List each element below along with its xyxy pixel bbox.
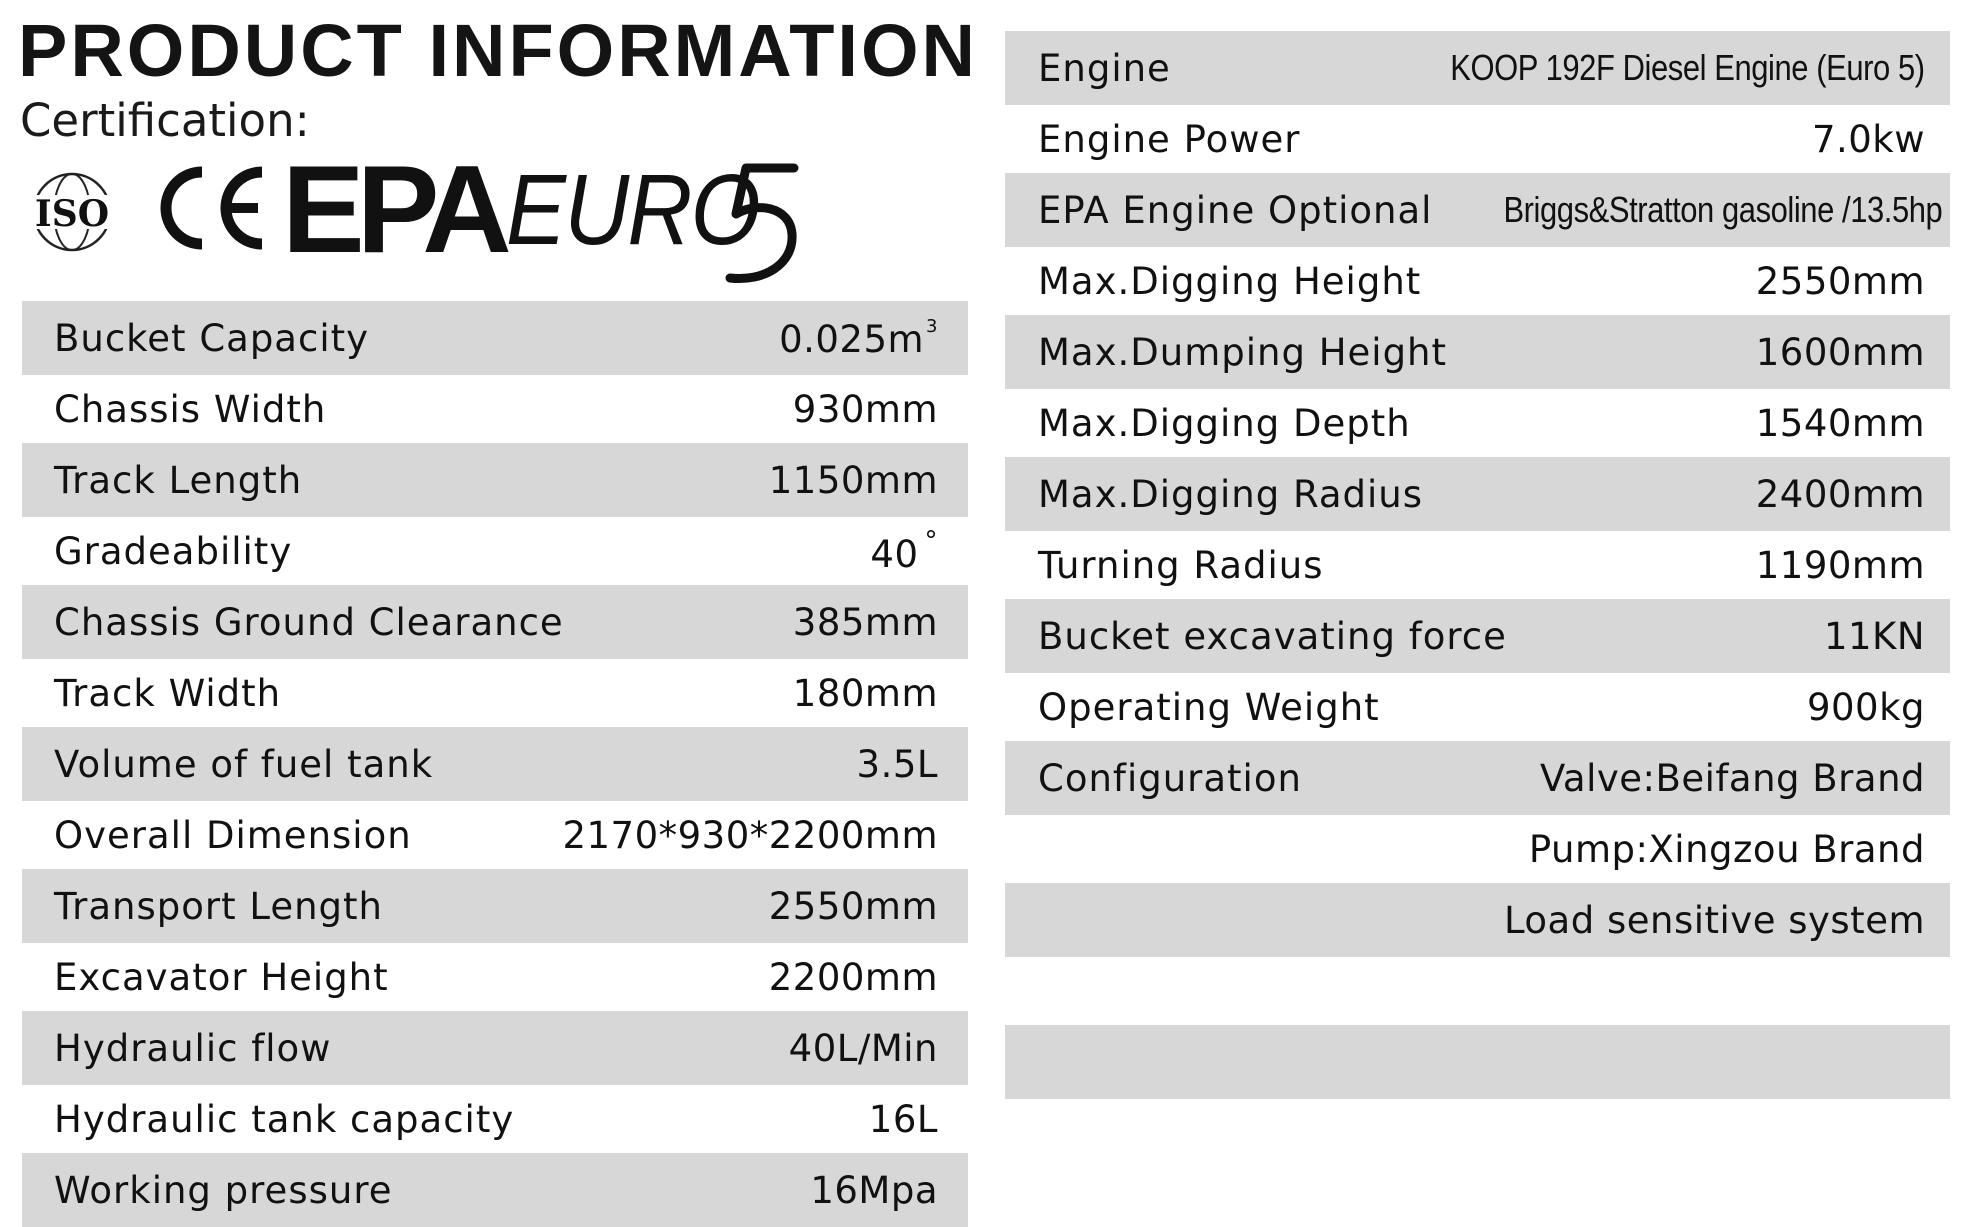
spec-value (870, 526, 938, 576)
left-spec-table (22, 301, 968, 1227)
spec-label: Operating Weight (1038, 685, 1380, 729)
spec-row (1005, 1025, 1950, 1099)
spec-label: Working pressure (54, 1168, 393, 1212)
spec-label: Gradeability (54, 529, 293, 573)
spec-row (1005, 815, 1950, 883)
spec-label: Engine Power (1038, 117, 1301, 161)
spec-row (22, 517, 968, 585)
spec-value: Briggs&Stratton gasoline /13.5hp (1503, 189, 1943, 230)
spec-value: 2200mm (768, 955, 938, 999)
spec-row (1005, 457, 1950, 531)
spec-value: 930mm (792, 387, 938, 431)
spec-value: Valve:Beifang Brand (1539, 756, 1925, 800)
spec-value: 180mm (792, 671, 938, 715)
spec-row (22, 869, 968, 943)
spec-label: Track Width (54, 671, 282, 715)
euro-logo-text: EURO (506, 154, 759, 266)
spec-value: 2400mm (1755, 472, 1925, 516)
spec-row (1005, 883, 1950, 957)
spec-value: 1540mm (1755, 401, 1925, 445)
iso-logo (20, 170, 124, 254)
spec-label: Hydraulic tank capacity (54, 1097, 515, 1141)
spec-value: 11KN (1823, 614, 1925, 658)
spec-value (779, 316, 938, 361)
spec-label: Volume of fuel tank (54, 742, 434, 786)
spec-row (1005, 173, 1950, 247)
euro5-number-logo (712, 162, 804, 286)
spec-label: EPA Engine Optional (1038, 188, 1433, 232)
spec-row (22, 1085, 968, 1153)
spec-row (1005, 741, 1950, 815)
spec-value-suffix: ° (924, 526, 938, 556)
spec-row (1005, 599, 1950, 673)
spec-row (22, 301, 968, 375)
spec-row (22, 801, 968, 869)
spec-value: 385mm (792, 600, 938, 644)
spec-value: 2550mm (768, 884, 938, 928)
spec-label: Max.Dumping Height (1038, 330, 1448, 374)
spec-value-main: 40 (870, 533, 919, 576)
spec-value: 2550mm (1755, 259, 1925, 303)
spec-row (22, 659, 968, 727)
spec-row (1005, 531, 1950, 599)
spec-row (1005, 315, 1950, 389)
right-spec-table (1005, 31, 1950, 1099)
spec-label: Chassis Width (54, 387, 327, 431)
spec-row (22, 943, 968, 1011)
spec-label: Max.Digging Height (1038, 259, 1422, 303)
spec-row (1005, 105, 1950, 173)
spec-label: Bucket excavating force (1038, 614, 1507, 658)
spec-value: 3.5L (856, 742, 938, 786)
spec-label: Chassis Ground Clearance (54, 600, 564, 644)
spec-value: 16L (868, 1097, 938, 1141)
spec-value: 1600mm (1755, 330, 1925, 374)
spec-label: Track Length (54, 458, 303, 502)
spec-label: Max.Digging Depth (1038, 401, 1411, 445)
spec-label: Engine (1038, 46, 1171, 90)
spec-value-suffix: 3 (926, 315, 938, 337)
ce-logo (150, 162, 270, 254)
spec-value: 1190mm (1755, 543, 1925, 587)
spec-row (22, 1153, 968, 1227)
spec-value-main: 0.025m (779, 317, 925, 361)
spec-label: Excavator Height (54, 955, 389, 999)
iso-logo-text: ISO (34, 193, 110, 235)
spec-value: 40L/Min (788, 1026, 938, 1070)
spec-row (1005, 957, 1950, 1025)
spec-row (22, 1011, 968, 1085)
spec-value: 2170*930*2200mm (562, 813, 938, 857)
spec-row (22, 585, 968, 659)
spec-label: Turning Radius (1038, 543, 1324, 587)
spec-row (22, 375, 968, 443)
spec-label: Overall Dimension (54, 813, 412, 857)
spec-row (22, 443, 968, 517)
spec-label: Hydraulic flow (54, 1026, 332, 1070)
spec-value: 16Mpa (810, 1168, 938, 1212)
spec-value: Load sensitive system (1503, 898, 1925, 942)
spec-value: 900kg (1806, 685, 1925, 729)
spec-row (1005, 247, 1950, 315)
spec-value: 1150mm (768, 458, 938, 502)
spec-row (1005, 31, 1950, 105)
spec-label: Max.Digging Radius (1038, 472, 1424, 516)
spec-label: Bucket Capacity (54, 316, 370, 360)
spec-label: Configuration (1038, 756, 1302, 800)
spec-row (22, 727, 968, 801)
spec-value: KOOP 192F Diesel Engine (Euro 5) (1450, 47, 1925, 88)
spec-row (1005, 389, 1950, 457)
page-title: PRODUCT INFORMATION (18, 9, 978, 92)
spec-label: Transport Length (54, 884, 384, 928)
spec-value: Pump:Xingzou Brand (1528, 827, 1925, 871)
epa-logo: EPA (282, 141, 504, 279)
spec-row (1005, 673, 1950, 741)
spec-value: 7.0kw (1811, 117, 1925, 161)
certification-label: Certification: (20, 94, 310, 147)
